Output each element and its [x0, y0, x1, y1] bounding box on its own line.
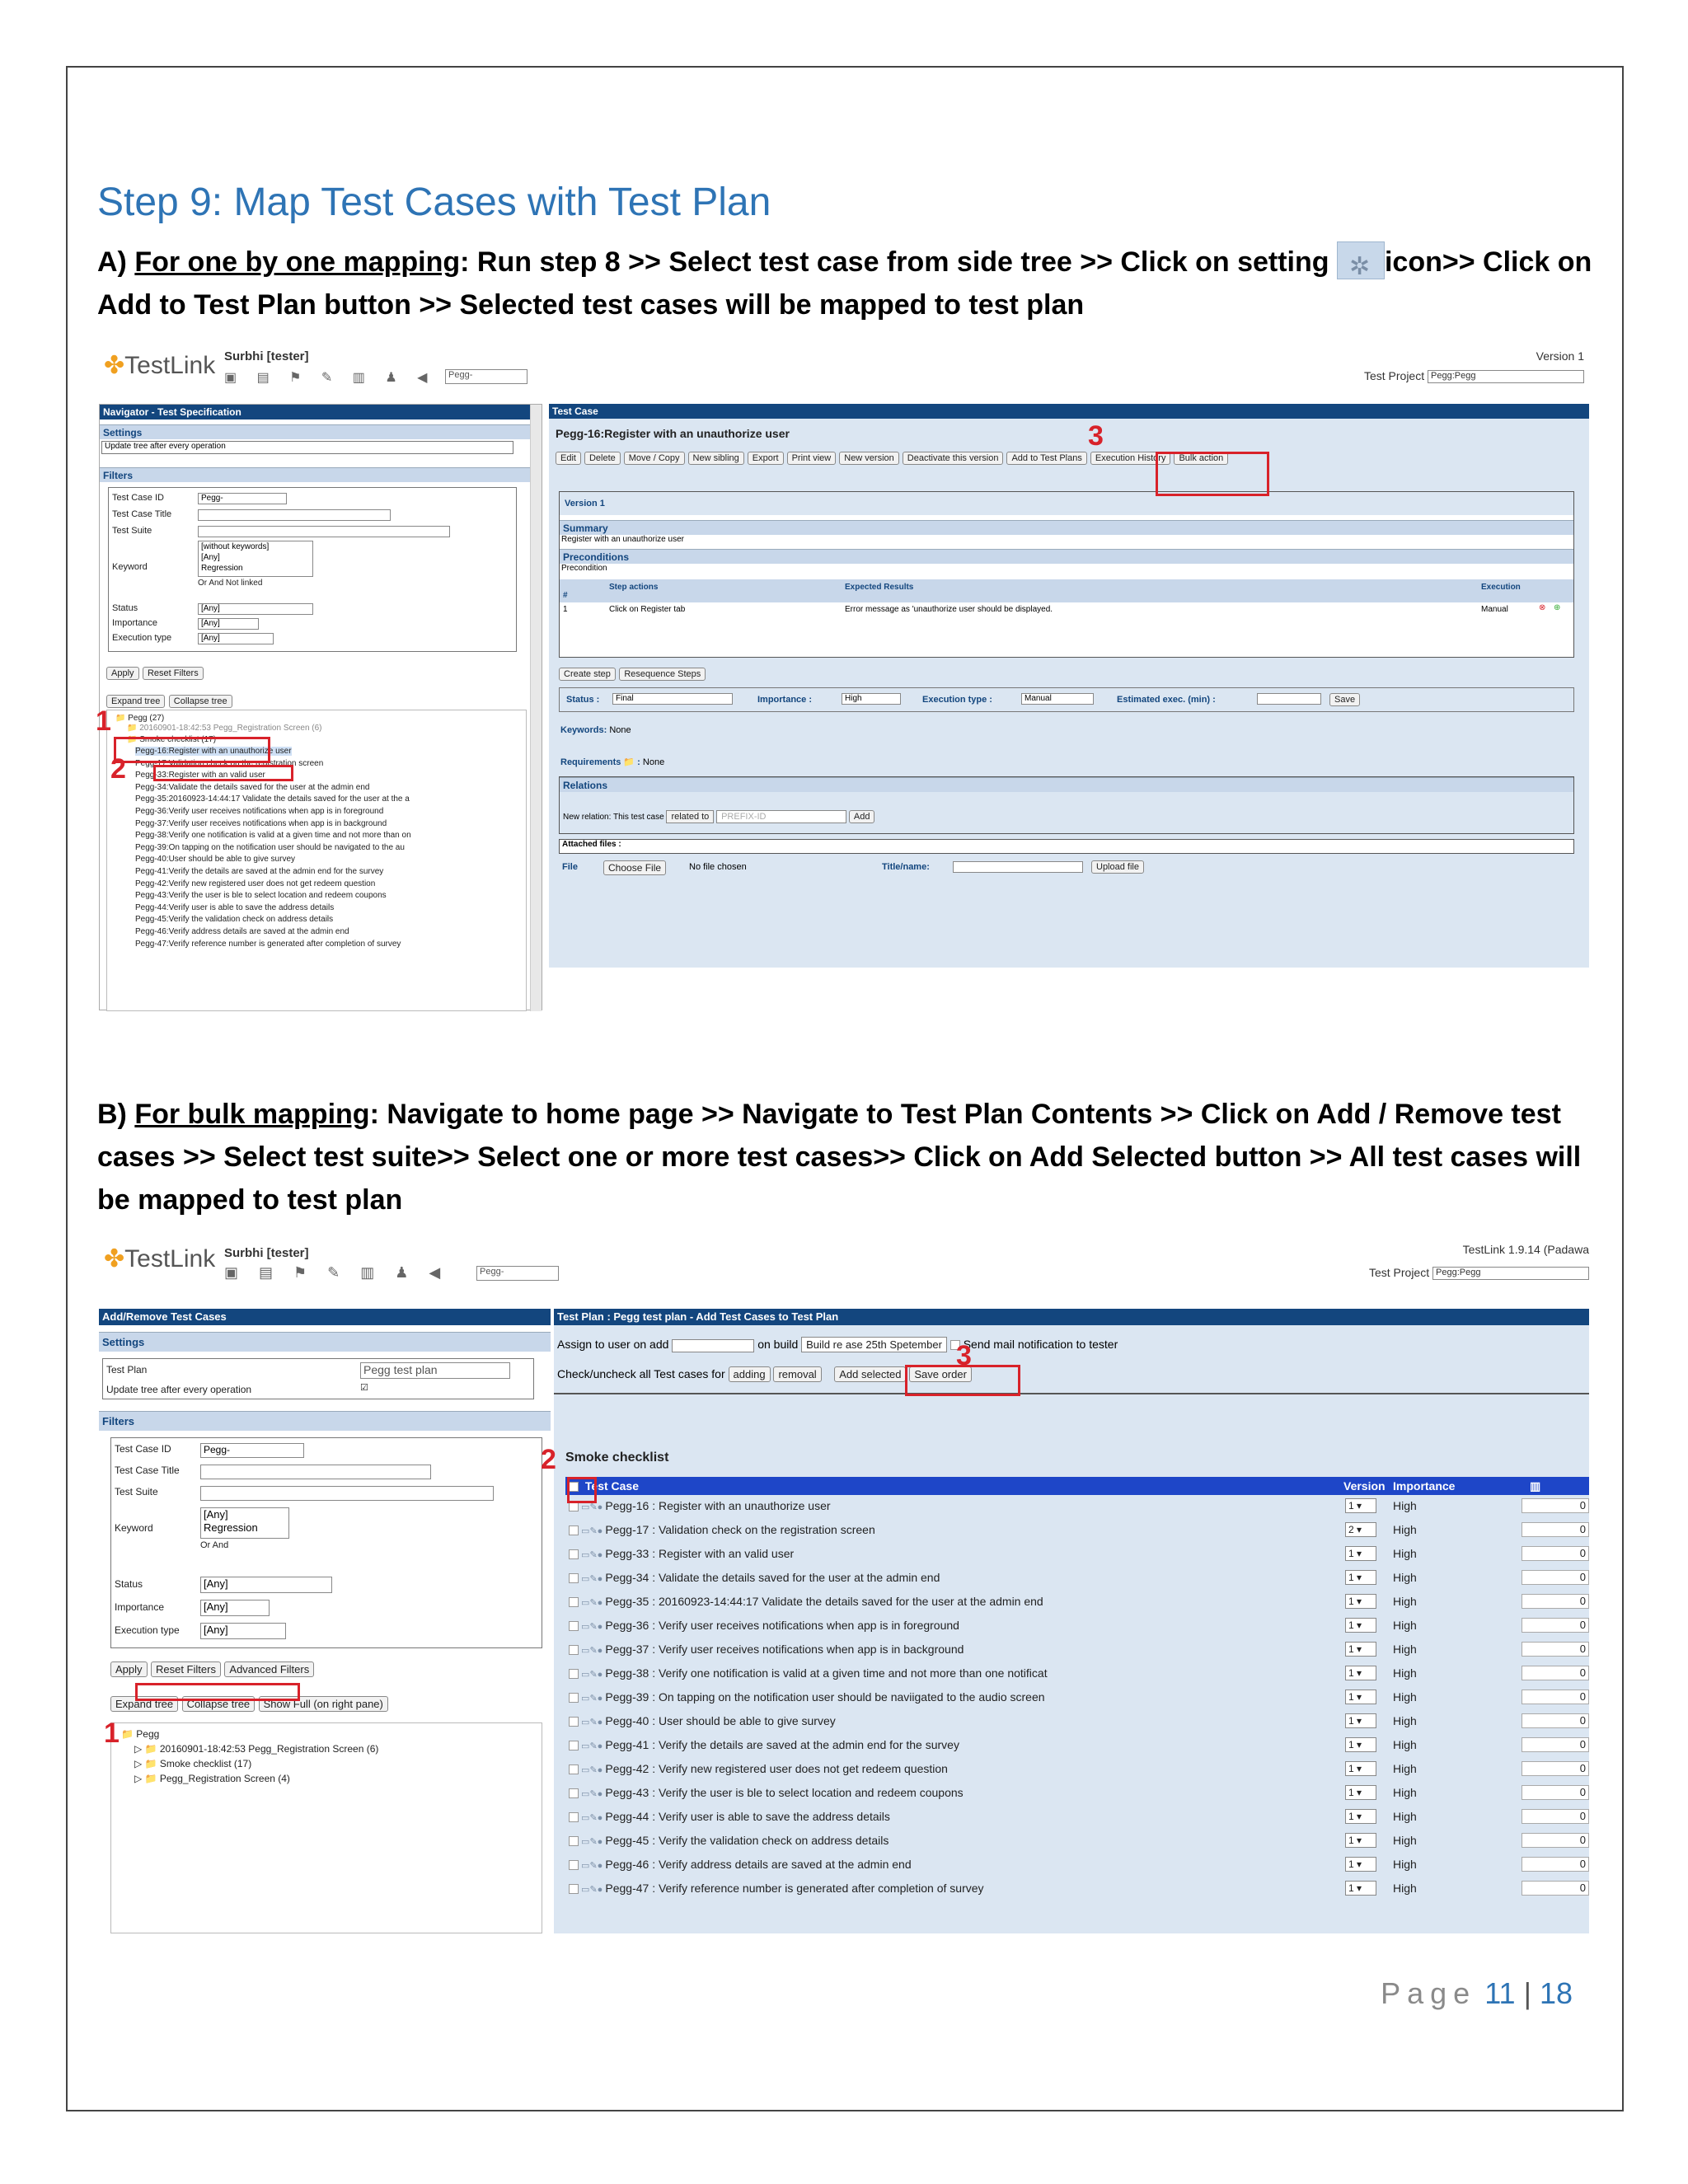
test-case-icon: ▭✎●	[579, 1550, 606, 1560]
table-row[interactable]	[565, 1638, 1589, 1660]
test-case-icon: ▭✎●	[579, 1694, 606, 1704]
delete-step-icon[interactable]: ⊗	[1539, 603, 1546, 612]
keyword-radio-2[interactable]: Or And	[200, 1540, 229, 1550]
tc-title-input[interactable]	[198, 509, 391, 521]
table-row[interactable]	[565, 1686, 1589, 1708]
tc-button-edit[interactable]: Edit	[556, 452, 581, 465]
row-checkbox[interactable]	[569, 1693, 579, 1703]
test-case-icon: ▭✎●	[579, 1741, 606, 1751]
highlight-smoke-folder	[114, 737, 270, 763]
test-case-icon: ▭✎●	[579, 1789, 606, 1799]
removal-button[interactable]: removal	[773, 1366, 821, 1382]
order-input[interactable]: 0	[1522, 1546, 1589, 1561]
top-bar	[99, 344, 1589, 394]
importance-select-2[interactable]: [Any]	[200, 1600, 270, 1616]
test-case-icon: ▭✎●	[579, 1622, 606, 1632]
importance-value: High	[1393, 1547, 1417, 1560]
tree-item[interactable]: Pegg-40:User should be able to give survey	[135, 855, 296, 865]
table-row[interactable]	[565, 1495, 1589, 1516]
check-row: Check/uncheck all Test cases for adding removal Add selected Save order	[557, 1366, 972, 1382]
status-field[interactable]: Final	[612, 693, 733, 705]
top-bar-2	[99, 1238, 1589, 1287]
order-input[interactable]: 0	[1522, 1881, 1589, 1896]
importance-value: High	[1393, 1714, 1417, 1727]
table-row[interactable]	[565, 1543, 1589, 1564]
tc-attributes: Status : Final Importance : High Execution type : Manual Estimated exec. (min) : Save	[559, 687, 1574, 712]
table-row[interactable]	[565, 1519, 1589, 1540]
tc-button-execution-history[interactable]: Execution History	[1090, 452, 1171, 465]
table-row[interactable]	[565, 1782, 1589, 1803]
row-name: Pegg-39 : On tapping on the notification user should be naviigated to the audio screen	[605, 1690, 1045, 1704]
tree-item[interactable]: Pegg-17:Validation check on the registration screen	[135, 758, 324, 768]
adding-button[interactable]: adding	[729, 1366, 771, 1382]
version-select[interactable]: 1 ▾	[1345, 1833, 1376, 1848]
step-b-text: B) For bulk mapping: Navigate to home page >> Navigate to Test Plan Contents >> Click on Add / Remove test cases >> Select test suite>> Select one or more test cases>> Click on Add Selected button >> All test cases will be mapped to test plan	[97, 1099, 1582, 1216]
row-checkbox[interactable]	[569, 1741, 579, 1750]
row-name: Pegg-47 : Verify reference number is generated after completion of survey	[605, 1882, 984, 1895]
row-name: Pegg-42 : Verify new registered user does not get redeem question	[605, 1762, 948, 1775]
tree-item[interactable]: Pegg-46:Verify address details are saved at the admin end	[135, 927, 349, 936]
row-checkbox[interactable]	[569, 1717, 579, 1727]
update-tree-checkbox[interactable]: ☑	[360, 1383, 368, 1393]
version-select[interactable]: 1 ▾	[1345, 1881, 1376, 1896]
order-input[interactable]: 0	[1522, 1666, 1589, 1680]
test-case-icon: ▭✎●	[579, 1765, 606, 1775]
importance-value: High	[1393, 1738, 1417, 1751]
table-row[interactable]	[565, 1591, 1589, 1612]
tree-item[interactable]: Pegg-43:Verify the user is ble to select location and redeem coupons	[135, 891, 387, 901]
tc-id-input[interactable]: Pegg-	[198, 493, 287, 504]
tree-folder-registration[interactable]: 📁 20160901-18:42:53 Pegg_Registration Screen (6)	[127, 724, 322, 733]
version-select[interactable]: 1 ▾	[1345, 1785, 1376, 1800]
version-label-2: TestLink 1.9.14 (Padawa	[1462, 1243, 1589, 1256]
tree-folder-smoke[interactable]: 📁 Smoke checklist (17)	[127, 735, 217, 744]
importance-value: High	[1393, 1571, 1417, 1584]
tree-item[interactable]: Pegg-44:Verify user is able to save the address details	[135, 902, 335, 912]
upload-row: File Choose File No file chosen Title/name: Upload file	[559, 857, 1574, 879]
importance-value: High	[1393, 1762, 1417, 1775]
step-heading: Step 9: Map Test Cases with Test Plan	[97, 180, 771, 224]
tree-folder-registration-2[interactable]: ▷ 📁 20160901-18:42:53 Pegg_Registration Screen (6)	[134, 1743, 379, 1755]
highlight-smoke-folder-2	[135, 1683, 300, 1701]
collapse-tree-button-2[interactable]: Collapse tree	[182, 1696, 256, 1712]
suite-heading: Smoke checklist	[565, 1451, 669, 1465]
importance-field[interactable]: High	[842, 693, 901, 705]
tree-item[interactable]: Pegg-41:Verify the details are saved at the admin end for the survey	[135, 867, 384, 876]
test-case-icon: ▭✎●	[579, 1837, 606, 1847]
choose-file-button[interactable]: Choose File	[603, 860, 666, 875]
test-tree-2	[110, 1722, 542, 1933]
row-checkbox[interactable]	[569, 1597, 579, 1607]
order-input[interactable]: 0	[1522, 1642, 1589, 1657]
version-select[interactable]: 2 ▾	[1345, 1522, 1376, 1537]
importance-value: High	[1393, 1690, 1417, 1704]
test-case-icon: ▭✎●	[579, 1885, 606, 1895]
row-checkbox[interactable]	[569, 1836, 579, 1846]
table-row[interactable]	[565, 1662, 1589, 1684]
row-checkbox[interactable]	[569, 1502, 579, 1511]
row-name: Pegg-46 : Verify address details are saved at the admin end	[605, 1858, 912, 1871]
row-name: Pegg-35 : 20160923-14:44:17 Validate the details saved for the user at the admin end	[605, 1595, 1043, 1608]
table-row[interactable]	[565, 1734, 1589, 1755]
test-case-icon: ▭✎●	[579, 1718, 606, 1727]
project-select-2[interactable]: Test Project Pegg:Pegg	[1369, 1266, 1589, 1280]
tree-item[interactable]: Pegg-34:Validate the details saved for the user at the admin end	[135, 782, 370, 792]
order-input[interactable]: 0	[1522, 1857, 1589, 1872]
testlink-logo-2: ✤TestLink	[104, 1245, 216, 1272]
importance-value: High	[1393, 1882, 1417, 1895]
settings-box: Test Plan Pegg test plan Update tree after every operation ☑	[102, 1358, 534, 1399]
tc-id-input-2[interactable]: Pegg-	[200, 1443, 304, 1458]
tree-item[interactable]: Pegg-35:20160923-14:44:17 Validate the details saved for the user at the a	[135, 794, 410, 804]
row-name: Pegg-37 : Verify user receives notifications when app is in background	[605, 1643, 964, 1656]
filters-box-2: Test Case ID Pegg- Test Case Title Test Suite Keyword [Any] Regression Or And Status [Any] Importance [Any] Execution type [Any]	[110, 1437, 542, 1648]
importance-value: High	[1393, 1666, 1417, 1680]
tree-root[interactable]: 📁 Pegg (27)	[115, 714, 165, 723]
order-input[interactable]: 0	[1522, 1690, 1589, 1704]
highlight-select-all	[567, 1477, 597, 1503]
add-selected-button[interactable]: Add selected	[834, 1366, 906, 1382]
relations-panel: Relations New relation: This test case related to PREFIX-ID Add	[559, 776, 1574, 834]
tree-root-2[interactable]: 📁 Pegg	[121, 1728, 160, 1740]
test-case-icon: ▭✎●	[579, 1598, 606, 1608]
table-row[interactable]	[565, 1854, 1589, 1875]
assign-row: Assign to user on add on build Build re ase 25th Spetember Send mail notification to tester	[557, 1338, 1118, 1351]
tc-button-export[interactable]: Export	[748, 452, 784, 465]
row-checkbox[interactable]	[569, 1860, 579, 1870]
reset-filters-button-2[interactable]: Reset Filters	[151, 1661, 221, 1677]
version-select[interactable]: 1 ▾	[1345, 1666, 1376, 1680]
search-input[interactable]: Pegg-	[445, 369, 528, 384]
row-checkbox[interactable]	[569, 1812, 579, 1822]
row-name: Pegg-45 : Verify the validation check on address details	[605, 1834, 889, 1847]
highlight-pegg-33	[153, 765, 293, 781]
row-name: Pegg-36 : Verify user receives notifications when app is in foreground	[605, 1619, 959, 1632]
importance-value: High	[1393, 1523, 1417, 1536]
table-row[interactable]	[565, 1567, 1589, 1588]
importance-select[interactable]: [Any]	[198, 618, 259, 630]
tc-button-print-view[interactable]: Print view	[787, 452, 837, 465]
search-input-2[interactable]: Pegg-	[476, 1266, 559, 1281]
screenshot-test-spec: ✤TestLink Surbhi [tester] ▣ ▤ ⚑ ✎ ▥ ♟ ◀ Pegg- Version 1 Test Project Pegg:Pegg Navigator - Test Specification Settings Update tree after every operation Filters Test Case ID Pegg- Test Case Title Test Suite Keyword [without keywords] [Any] Regression Or And Not linked Status [Any] Importance [Any] Execution type [Any] Apply Reset Filters Expand tree Collapse tree 📁 Pegg (27) 📁 20160901-18:42:53 Pegg_Registration Screen (6) 📁 Smoke checklist (17) Pegg-16:Register with an unauthorize user Pegg-17:Validation check on the registration screen Pegg-33:Register with an valid user Pegg-34:Validate the details saved for the user at the admin end Pegg-35:20160923-14:44:17 Validate the details saved for the user at the a Pegg-36:Verify user receives notifications when app is in foreground Pegg-37:Verify user receives notifications when app is in background Pegg-38:Verify one notification is valid at a given time and not more than on Pegg-39:On tapping on the notification user should be navigated to the au Pegg-40:User should be able to give survey Pegg-41:Verify the details are saved at the admin end for the survey Pegg-42:Verify new registered user does not get redeem question Pegg-43:Verify the user is ble to select location and redeem coupons Pegg-44:Verify user is able to save the address details Pegg-45:Verify the validation check on address details Pegg-46:Verify address details are saved at the admin end Pegg-47:Verify reference number is generated after completion of survey 1 2 Test Case Pegg-16:Register with an unauthorize user Edit Delete Move / Copy New sibling Export Print view New version Deactivate this version Add to Test Plans Execution History Bulk action Version 1 Summary Register with an unauthorize user Preconditions Precondition # Step actions Expected Results Execution 1 Click on Register tab Error message as 'unauthorize user should be displayed. Manual ⊗ ⊕ Create step Resequence Steps Status : Final Importance : High Execution type : Manual Estimated exec. (min) : Save Keywords: None Requirements 📁 : None Relations New relation: This test case related to PREFIX-ID Add Attached files : File Choose File No file chosen Title/name: Upload file 3	[99, 344, 1589, 1010]
upload-file-button[interactable]: Upload file	[1091, 860, 1144, 874]
tc-button-new-version[interactable]: New version	[839, 452, 899, 465]
order-input[interactable]: 0	[1522, 1809, 1589, 1824]
row-checkbox[interactable]	[569, 1765, 579, 1774]
advanced-filters-button[interactable]: Advanced Filters	[224, 1661, 314, 1677]
tc-button-deactivate-this-version[interactable]: Deactivate this version	[903, 452, 1004, 465]
tc-title-input-2[interactable]	[200, 1465, 431, 1479]
table-row[interactable]	[565, 1710, 1589, 1732]
row-name: Pegg-38 : Verify one notification is valid at a given time and not more than one notificat	[605, 1666, 1048, 1680]
status-select[interactable]: [Any]	[198, 603, 313, 615]
importance-value: High	[1393, 1786, 1417, 1799]
importance-value: High	[1393, 1499, 1417, 1512]
navigator-pane: Navigator - Test Specification Settings Update tree after every operation Filters Test Case ID Pegg- Test Case Title Test Suite Keyword [without keywords] [Any] Regression Or And Not linked Status [Any] Importance [Any] Execution type [Any] Apply Reset Filters Expand tree Collapse tree 📁 Pegg (27) 📁 20160901-18:42:53 Pegg_Registration Screen (6) 📁 Smoke checklist (17) Pegg-16:Register with an unauthorize user Pegg-17:Validation check on the registration screen Pegg-33:Register with an valid user Pegg-34:Validate the details saved for the user at the admin end Pegg-35:20160923-14:44:17 Validate the details saved for the user at the a Pegg-36:Verify user receives notifications when app is in foreground Pegg-37:Verify user receives notifications when app is in background Pegg-38:Verify one notification is valid at a given time and not more than on Pegg-39:On tapping on the notification user should be navigated to the au Pegg-40:User should be able to give survey Pegg-41:Verify the details are saved at the admin end for the survey Pegg-42:Verify new registered user does not get redeem question Pegg-43:Verify the user is ble to select location and redeem coupons Pegg-44:Verify user is able to save the address details Pegg-45:Verify the validation check on address details Pegg-46:Verify address details are saved at the admin end Pegg-47:Verify reference number is generated after completion of survey	[99, 404, 542, 1010]
order-input[interactable]: 0	[1522, 1570, 1589, 1585]
row-name: Pegg-41 : Verify the details are saved at the admin end for the survey	[605, 1738, 959, 1751]
row-checkbox[interactable]	[569, 1788, 579, 1798]
row-name: Pegg-17 : Validation check on the registration screen	[605, 1523, 875, 1536]
collapse-tree-button[interactable]: Collapse tree	[169, 695, 232, 708]
add-relation-button[interactable]: Add	[849, 810, 875, 823]
row-name: Pegg-43 : Verify the user is ble to select location and redeem coupons	[605, 1786, 964, 1799]
test-case-icon: ▭✎●	[579, 1861, 606, 1871]
row-checkbox[interactable]	[569, 1621, 579, 1631]
table-row[interactable]	[565, 1758, 1589, 1779]
tree-item[interactable]: Pegg-33:Register with an valid user	[135, 771, 265, 780]
row-checkbox[interactable]	[569, 1669, 579, 1679]
tree-item[interactable]: Pegg-38:Verify one notification is valid at a given time and not more than on	[135, 831, 411, 841]
project-select[interactable]: Test Project Pegg:Pegg	[1364, 369, 1584, 383]
exec-type-select-2[interactable]: [Any]	[200, 1623, 286, 1639]
tc-title: Pegg-16:Register with an unauthorize user	[556, 427, 790, 440]
version-select[interactable]: 1 ▾	[1345, 1498, 1376, 1513]
testlink-logo: ✤TestLink	[104, 352, 216, 379]
test-case-pane: Test Case Pegg-16:Register with an unauthorize user Edit Delete Move / Copy New sibling Export Print view New version Deactivate this version Add to Test Plans Execution History Bulk action Version 1 Summary Register with an unauthorize user Preconditions Precondition # Step actions Expected Results Execution 1 Click on Register tab Error message as 'unauthorize user should be displayed. Manual ⊗ ⊕ Create step Resequence Steps Status : Final Importance : High Execution type : Manual Estimated exec. (min) : Save Keywords: None Requirements 📁 : None Relations New relation: This test case related to PREFIX-ID Add Attached files : File Choose File No file chosen Title/name: Upload file	[549, 404, 1589, 1010]
version-select[interactable]: 1 ▾	[1345, 1546, 1376, 1561]
order-input[interactable]: 0	[1522, 1594, 1589, 1609]
tc-button-new-sibling[interactable]: New sibling	[688, 452, 744, 465]
test-plan-select[interactable]: Pegg test plan	[360, 1362, 510, 1379]
version-select[interactable]: 1 ▾	[1345, 1857, 1376, 1872]
expand-tree-button-2[interactable]: Expand tree	[110, 1696, 178, 1712]
keyword-radio[interactable]: Or And Not linked	[198, 579, 263, 588]
toolbar-icons-2[interactable]: ▣ ▤ ⚑ ✎ ▥ ♟ ◀	[224, 1264, 449, 1281]
importance-value: High	[1393, 1619, 1417, 1632]
version-select[interactable]: 1 ▾	[1345, 1713, 1376, 1728]
add-remove-right-pane: Test Plan : Pegg test plan - Add Test Cases to Test Plan Assign to user on add on build Build re ase 25th Spetember Send mail notification to tester Check/uncheck all Test cases for adding removal Add selected Save order Smoke checklist Test Case Version Importance ▥ ▭✎● Pegg-16 : Register with an unauthorize user 1 ▾ High 0 ▭✎● Pegg-17 : Validation check on the registration screen 2 ▾ High 0 ▭✎● Pegg-33 : Register with an valid user 1 ▾ High 0 ▭✎● Pegg-34 : Validate the details saved for the user at the admin end 1 ▾ High 0 ▭✎● Pegg-35 : 20160923-14:44:17 Validate the details saved for the user at the admin end 1 ▾ High 0 ▭✎● Pegg-36 : Verify user receives notifications when app is in foreground 1 ▾ High 0 ▭✎● Pegg-37 : Verify user receives notifications when app is in background 1 ▾ High 0 ▭✎● Pegg-38 : Verify one notification is valid at a given time and not more than one notificat 1 ▾ High 0 ▭✎● Pegg-39 : On tapping on the notification user should be naviigated to the audio screen 1 ▾ High 0 ▭✎● Pegg-40 : User should be able to give survey 1 ▾ High 0 ▭✎● Pegg-41 : Verify the details are saved at the admin end for the survey 1 ▾ High 0 ▭✎● Pegg-42 : Verify new registered user does not get redeem question 1 ▾ High 0 ▭✎● Pegg-43 : Verify the user is ble to select location and redeem coupons 1 ▾ High 0 ▭✎● Pegg-44 : Verify user is able to save the address details 1 ▾ High 0 ▭✎● Pegg-45 : Verify the validation check on address details 1 ▾ High 0 ▭✎● Pegg-46 : Verify address details are saved at the admin end 1 ▾ High 0 ▭✎● Pegg-47 : Verify reference number is generated after completion of survey 1 ▾ High 0	[554, 1309, 1589, 1933]
test-case-table	[565, 1495, 1589, 1924]
relation-type-select[interactable]: related to	[666, 810, 714, 823]
show-full-button[interactable]: Show Full (on right pane)	[259, 1696, 388, 1712]
version-select[interactable]: 1 ▾	[1345, 1809, 1376, 1824]
user-name-2: Surbhi [tester]	[224, 1246, 309, 1260]
screenshot-add-remove: ✤TestLink Surbhi [tester] ▣ ▤ ⚑ ✎ ▥ ♟ ◀ Pegg- TestLink 1.9.14 (Padawa Test Project Pegg:Pegg Add/Remove Test Cases Settings Test Plan Pegg test plan Update tree after every operation ☑ Filters Test Case ID Pegg- Test Case Title Test Suite Keyword [Any] Regression Or And Status [Any] Importance [Any] Execution type [Any] Apply Reset Filters Advanced Filters Expand tree Collapse tree Show Full (on right pane) 📁 Pegg ▷ 📁 20160901-18:42:53 Pegg_Registration Screen (6) ▷ 📁 Smoke checklist (17) ▷ 📁 Pegg_Registration Screen (4) 1 Test Plan : Pegg test plan - Add Test Cases to Test Plan Assign to user on add on build Build re ase 25th Spetember Send mail notification to tester Check/uncheck all Test cases for adding removal Add selected Save order Smoke checklist Test Case Version Importance ▥ ▭✎● Pegg-16 : Register with an unauthorize user 1 ▾ High 0 ▭✎● Pegg-17 : Validation check on the registration screen 2 ▾ High 0 ▭✎● Pegg-33 : Register with an valid user 1 ▾ High 0 ▭✎● Pegg-34 : Validate the details saved for the user at the admin end 1 ▾ High 0 ▭✎● Pegg-35 : 20160923-14:44:17 Validate the details saved for the user at the admin end 1 ▾ High 0 ▭✎● Pegg-36 : Verify user receives notifications when app is in foreground 1 ▾ High 0 ▭✎● Pegg-37 : Verify user receives notifications when app is in background 1 ▾ High 0 ▭✎● Pegg-38 : Verify one notification is valid at a given time and not more than one notificat 1 ▾ High 0 ▭✎● Pegg-39 : On tapping on the notification user should be naviigated to the audio screen 1 ▾ High 0 ▭✎● Pegg-40 : User should be able to give survey 1 ▾ High 0 ▭✎● Pegg-41 : Verify the details are saved at the admin end for the survey 1 ▾ High 0 ▭✎● Pegg-42 : Verify new registered user does not get redeem question 1 ▾ High 0 ▭✎● Pegg-43 : Verify the user is ble to select location and redeem coupons 1 ▾ High 0 ▭✎● Pegg-44 : Verify user is able to save the address details 1 ▾ High 0 ▭✎● Pegg-45 : Verify the validation check on address details 1 ▾ High 0 ▭✎● Pegg-46 : Verify address details are saved at the admin end 1 ▾ High 0 ▭✎● Pegg-47 : Verify reference number is generated after completion of survey 1 ▾ High 0 3 2	[99, 1238, 1589, 1933]
row-checkbox[interactable]	[569, 1526, 579, 1535]
create-step-button[interactable]: Create step	[559, 668, 616, 681]
prefix-id-input[interactable]: PREFIX-ID	[716, 810, 846, 823]
expand-tree-button[interactable]: Expand tree	[106, 695, 165, 708]
scrollbar[interactable]	[530, 405, 542, 1011]
row-name: Pegg-40 : User should be able to give survey	[605, 1714, 836, 1727]
tc-button-delete[interactable]: Delete	[584, 452, 621, 465]
version-panel: Version 1 Summary Register with an unauthorize user Preconditions Precondition # Step actions Expected Results Execution 1 Click on Register tab Error message as 'unauthorize user should be displayed. Manual ⊗ ⊕	[559, 491, 1574, 658]
table-row[interactable]	[565, 1806, 1589, 1827]
order-input[interactable]: 0	[1522, 1713, 1589, 1728]
reset-filters-button[interactable]: Reset Filters	[143, 667, 204, 680]
row-checkbox[interactable]	[569, 1573, 579, 1583]
step-row[interactable]: 1 Click on Register tab Error message as 'unauthorize user should be displayed. Manual ⊗ ⊕	[563, 603, 1561, 614]
suite-select[interactable]	[198, 526, 450, 537]
tc-button-bulk-action[interactable]: Bulk action	[1174, 452, 1228, 465]
tree-item[interactable]: Pegg-45:Verify the validation check on address details	[135, 915, 334, 925]
step-a-text: A) For one by one mapping: Run step 8 >> Select test case from side tree >> Click on setting ✲ icon>> Click on Add to Test Plan button >> Selected test cases will be mapped to test plan	[97, 241, 1597, 326]
page-footer: Page 11 | 18	[1381, 1976, 1573, 2010]
test-case-icon: ▭✎●	[579, 1670, 606, 1680]
test-case-icon: ▭✎●	[579, 1813, 606, 1823]
tree-item[interactable]: Pegg-36:Verify user receives notifications when app is in foreground	[135, 807, 384, 816]
test-case-icon: ▭✎●	[579, 1646, 606, 1656]
order-input[interactable]: 0	[1522, 1522, 1589, 1537]
table-row[interactable]	[565, 1615, 1589, 1636]
title-name-input[interactable]	[953, 861, 1083, 873]
exec-type-select[interactable]: [Any]	[198, 633, 274, 644]
tree-item[interactable]: Pegg-16:Register with an unauthorize user	[135, 747, 292, 756]
importance-value: High	[1393, 1643, 1417, 1656]
tree-item[interactable]: Pegg-37:Verify user receives notifications when app is in background	[135, 818, 387, 828]
update-tree-setting[interactable]: Update tree after every operation	[101, 441, 513, 454]
assign-user-select[interactable]	[672, 1339, 754, 1352]
save-order-button[interactable]: Save order	[909, 1366, 972, 1382]
save-attrs-button[interactable]: Save	[1329, 693, 1360, 706]
tree-item[interactable]: Pegg-42:Verify new registered user does not get redeem question	[135, 879, 376, 888]
tree-folder-smoke-2[interactable]: ▷ 📁 Smoke checklist (17)	[134, 1758, 252, 1769]
tc-action-buttons	[556, 450, 1231, 465]
tree-item[interactable]: Pegg-47:Verify reference number is generated after completion of survey	[135, 939, 401, 949]
test-case-icon: ▭✎●	[579, 1526, 606, 1536]
order-input[interactable]: 0	[1522, 1498, 1589, 1513]
apply-button[interactable]: Apply	[106, 667, 139, 680]
row-name: Pegg-16 : Register with an unauthorize user	[605, 1499, 831, 1512]
order-input[interactable]: 0	[1522, 1833, 1589, 1848]
version-select[interactable]: 1 ▾	[1345, 1642, 1376, 1657]
order-input[interactable]: 0	[1522, 1761, 1589, 1776]
tc-button-add-to-test-plans[interactable]: Add to Test Plans	[1006, 452, 1086, 465]
filters-box: Test Case ID Pegg- Test Case Title Test Suite Keyword [without keywords] [Any] Regression Or And Not linked Status [Any] Importance [Any] Execution type [Any]	[108, 487, 517, 652]
add-remove-left-pane: Add/Remove Test Cases Settings Test Plan Pegg test plan Update tree after every operation ☑ Filters Test Case ID Pegg- Test Case Title Test Suite Keyword [Any] Regression Or And Status [Any] Importance [Any] Execution type [Any] Apply Reset Filters Advanced Filters Expand tree Collapse tree Show Full (on right pane) 📁 Pegg ▷ 📁 20160901-18:42:53 Pegg_Registration Screen (6) ▷ 📁 Smoke checklist (17) ▷ 📁 Pegg_Registration Screen (4)	[99, 1309, 551, 1933]
importance-value: High	[1393, 1858, 1417, 1871]
priority-icon: ▥	[1530, 1479, 1541, 1493]
table-header: Test Case Version Importance ▥	[565, 1477, 1589, 1495]
keyword-list-2[interactable]: [Any] Regression	[200, 1507, 289, 1539]
tree-folder-registration-3[interactable]: ▷ 📁 Pegg_Registration Screen (4)	[134, 1773, 290, 1784]
exec-type-field[interactable]: Manual	[1021, 693, 1094, 705]
row-name: Pegg-44 : Verify user is able to save the address details	[605, 1810, 890, 1823]
resequence-button[interactable]: Resequence Steps	[619, 668, 706, 681]
user-name: Surbhi [tester]	[224, 349, 309, 363]
gear-icon	[1337, 241, 1385, 279]
version-select[interactable]: 1 ▾	[1345, 1690, 1376, 1704]
row-checkbox[interactable]	[569, 1645, 579, 1655]
estimated-exec-input[interactable]	[1257, 693, 1321, 705]
order-input[interactable]: 0	[1522, 1618, 1589, 1633]
test-case-icon: ▭✎●	[579, 1574, 606, 1584]
row-checkbox[interactable]	[569, 1549, 579, 1559]
importance-value: High	[1393, 1595, 1417, 1608]
highlight-add-to-test-plans	[1156, 452, 1269, 496]
version-select[interactable]: 1 ▾	[1345, 1594, 1376, 1609]
order-input[interactable]: 0	[1522, 1785, 1589, 1800]
toolbar-icons[interactable]: ▣ ▤ ⚑ ✎ ▥ ♟ ◀	[224, 371, 436, 385]
order-input[interactable]: 0	[1522, 1737, 1589, 1752]
table-row[interactable]	[565, 1877, 1589, 1899]
version-select[interactable]: 1 ▾	[1345, 1737, 1376, 1752]
row-name: Pegg-33 : Register with an valid user	[605, 1547, 795, 1560]
build-select[interactable]: Build re ase 25th Spetember	[801, 1337, 947, 1352]
row-checkbox[interactable]	[569, 1884, 579, 1894]
version-label: Version 1	[1536, 349, 1584, 363]
apply-button-2[interactable]: Apply	[110, 1661, 148, 1677]
tc-button-move-copy[interactable]: Move / Copy	[624, 452, 685, 465]
status-select-2[interactable]: [Any]	[200, 1577, 332, 1593]
importance-value: High	[1393, 1834, 1417, 1847]
version-select[interactable]: 1 ▾	[1345, 1761, 1376, 1776]
row-name: Pegg-34 : Validate the details saved for the user at the admin end	[605, 1571, 940, 1584]
test-case-icon: ▭✎●	[579, 1502, 606, 1512]
importance-value: High	[1393, 1810, 1417, 1823]
add-step-icon[interactable]: ⊕	[1554, 603, 1561, 612]
suite-select-2[interactable]	[200, 1486, 494, 1501]
version-select[interactable]: 1 ▾	[1345, 1570, 1376, 1585]
table-row[interactable]	[565, 1830, 1589, 1851]
version-select[interactable]: 1 ▾	[1345, 1618, 1376, 1633]
keyword-list[interactable]: [without keywords] [Any] Regression	[198, 541, 313, 577]
tree-item[interactable]: Pegg-39:On tapping on the notification user should be navigated to the au	[135, 842, 405, 852]
